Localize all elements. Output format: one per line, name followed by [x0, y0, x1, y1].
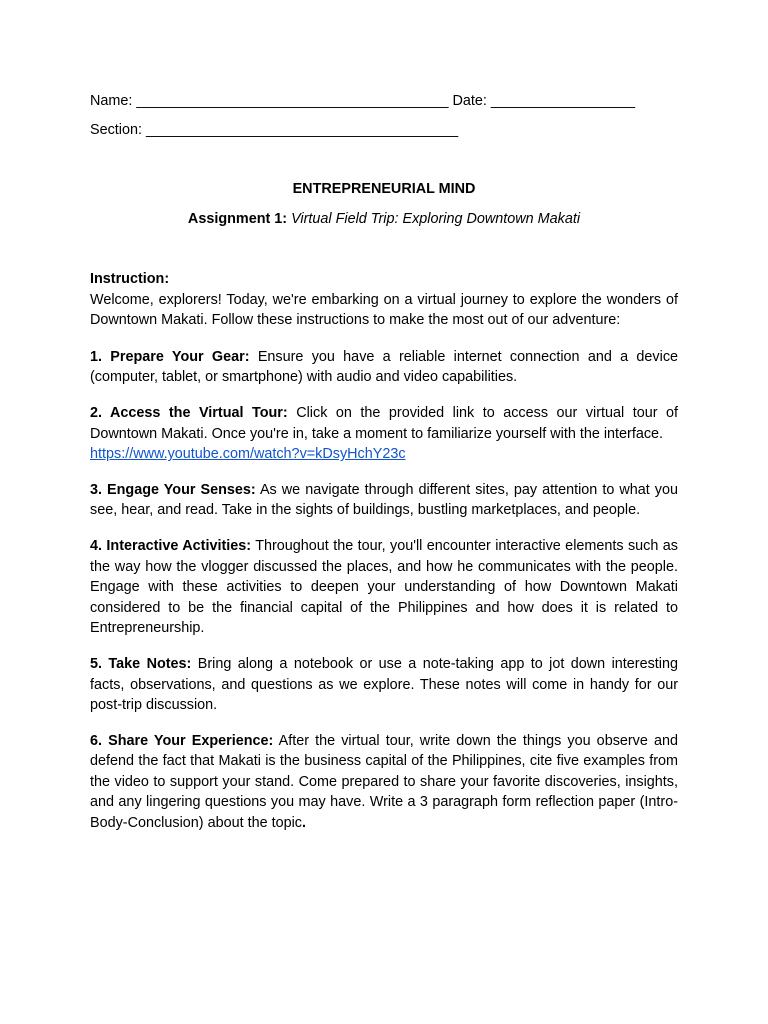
section-field-line: Section: _______________________________________	[90, 122, 459, 138]
virtual-tour-link[interactable]: https://www.youtube.com/watch?v=kDsyHchY23c	[90, 446, 406, 463]
step-5	[90, 654, 678, 716]
step-3-text: As we navigate through different sites, pay attention to what you see, hear, and read. Take in the sights of buildings, bustling marketplaces, and people.	[90, 481, 678, 519]
assignment-subtitle: Virtual Field Trip: Exploring Downtown Makati	[291, 211, 581, 227]
assignment-label: Assignment 1:	[187, 211, 288, 227]
step-1-text: Ensure you have a reliable internet connection and a device (computer, tablet, or smartphone) with audio and video capabilities.	[90, 348, 679, 386]
document-body	[90, 269, 678, 834]
step-6-trailing-period: .	[302, 815, 306, 832]
step-6-title: 6. Share Your Experience:	[90, 732, 274, 749]
step-3-title: 3. Engage Your Senses:	[90, 481, 256, 498]
step-3	[90, 480, 678, 521]
step-4	[90, 536, 678, 639]
step-1	[90, 347, 678, 388]
step-2-text: Click on the provided link to access our virtual tour of Downtown Makati. Once you're in, take a moment to familiarize yourself with the interface.	[90, 404, 679, 442]
step-6-text: After the virtual tour, write down the things you observe and defend the fact that Makati is the business capital of the Philippines, cite five examples from the video to support your stand. Come prepared to share your favorite discoveries, insights, and any lingering questions you may have. Write a 3 paragraph form reflection paper (Intro-Body-Conclusion) about the topic	[90, 732, 678, 832]
assignment-heading	[90, 211, 678, 227]
name-date-field-line: Name: _______________________________________ Date: __________________	[90, 93, 635, 109]
step-4-title: 4. Interactive Activities:	[90, 537, 252, 554]
instruction-heading: Instruction:	[90, 271, 170, 287]
instruction-intro: Welcome, explorers! Today, we're embarking on a virtual journey to explore the wonders of Downtown Makati. Follow these instructions to make the most out of our adventure:	[90, 291, 678, 329]
step-4-text: Throughout the tour, you'll encounter interactive elements such as the way how the vlogger discussed the places, and how he communicates with the people. Engage with these activities to deepen your understanding of how Downtown Makati considered to be the financial capital of the Philippines and how does it is related to Entrepreneurship.	[90, 537, 678, 637]
instruction-block	[90, 269, 678, 331]
step-5-text: Bring along a notebook or use a note-taking app to jot down interesting facts, observations, and questions as we explore. These notes will come in handy for our post-trip discussion.	[90, 655, 678, 714]
step-1-title: 1. Prepare Your Gear:	[90, 348, 250, 365]
step-5-title: 5. Take Notes:	[90, 655, 192, 672]
step-6	[90, 731, 678, 834]
document-title: ENTREPRENEURIAL MIND	[292, 181, 476, 197]
step-2	[90, 403, 678, 465]
step-2-title: 2. Access the Virtual Tour:	[90, 404, 288, 421]
